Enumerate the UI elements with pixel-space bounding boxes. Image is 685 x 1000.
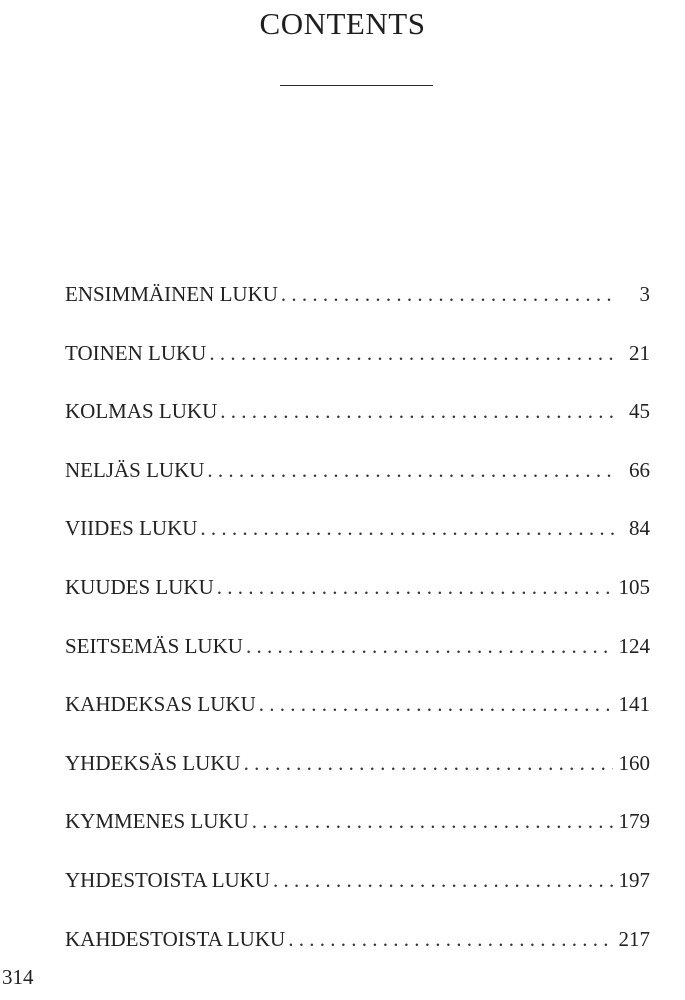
toc-entry-page: 179 — [618, 809, 650, 834]
toc-entry[interactable] — [65, 745, 650, 804]
toc-entry[interactable] — [65, 921, 650, 980]
dot-leader — [244, 745, 613, 781]
toc-entry[interactable] — [65, 862, 650, 921]
toc-entry-label: YHDESTOISTA LUKU — [65, 867, 271, 892]
toc-entry-label: YHDEKSÄS LUKU — [65, 750, 241, 775]
dot-leader — [273, 862, 612, 898]
toc-entry-label: VIIDES LUKU — [65, 516, 198, 541]
toc-entry-page: 197 — [618, 867, 650, 892]
toc-entry[interactable] — [65, 686, 650, 745]
toc-entry-label: SEITSEMÄS LUKU — [65, 633, 243, 658]
dot-leader — [288, 921, 612, 957]
page-number: 314 — [2, 965, 34, 989]
toc-entry[interactable] — [65, 335, 650, 394]
toc-entry-page: 160 — [618, 750, 650, 775]
dot-leader — [207, 452, 618, 488]
toc-entry-page: 45 — [629, 399, 650, 424]
toc-entry-label: KUUDES LUKU — [65, 574, 214, 599]
dot-leader — [217, 569, 613, 605]
page-title: CONTENTS — [259, 6, 426, 41]
toc-entry[interactable] — [65, 510, 650, 569]
toc-entry[interactable] — [65, 803, 650, 862]
table-of-contents — [65, 276, 650, 979]
toc-entry-page: 141 — [618, 692, 650, 717]
toc-entry-page: 105 — [618, 574, 650, 599]
toc-entry-page: 21 — [629, 340, 650, 365]
toc-entry-page: 217 — [618, 926, 650, 951]
toc-entry-page: 66 — [629, 457, 650, 482]
toc-entry-page: 84 — [629, 516, 650, 541]
dot-leader — [220, 393, 618, 429]
dot-leader — [281, 276, 618, 312]
toc-entry-label: KAHDEKSAS LUKU — [65, 692, 256, 717]
dot-leader — [246, 628, 613, 664]
dot-leader — [252, 803, 613, 839]
dot-leader — [259, 686, 613, 722]
toc-entry-label: TOINEN LUKU — [65, 340, 207, 365]
toc-entry[interactable] — [65, 628, 650, 687]
dot-leader — [200, 510, 618, 546]
toc-entry[interactable] — [65, 393, 650, 452]
toc-entry[interactable] — [65, 276, 650, 335]
toc-entry-page: 124 — [618, 633, 650, 658]
dot-leader — [209, 335, 618, 371]
toc-entry-label: KAHDESTOISTA LUKU — [65, 926, 286, 951]
toc-entry[interactable] — [65, 452, 650, 511]
title-divider — [280, 85, 433, 86]
toc-entry-label: ENSIMMÄINEN LUKU — [65, 282, 278, 306]
toc-entry-label: KYMMENES LUKU — [65, 809, 249, 834]
toc-entry-page: 3 — [639, 282, 650, 306]
toc-entry-label: NELJÄS LUKU — [65, 457, 205, 482]
toc-entry[interactable] — [65, 569, 650, 628]
toc-entry-label: KOLMAS LUKU — [65, 399, 218, 424]
